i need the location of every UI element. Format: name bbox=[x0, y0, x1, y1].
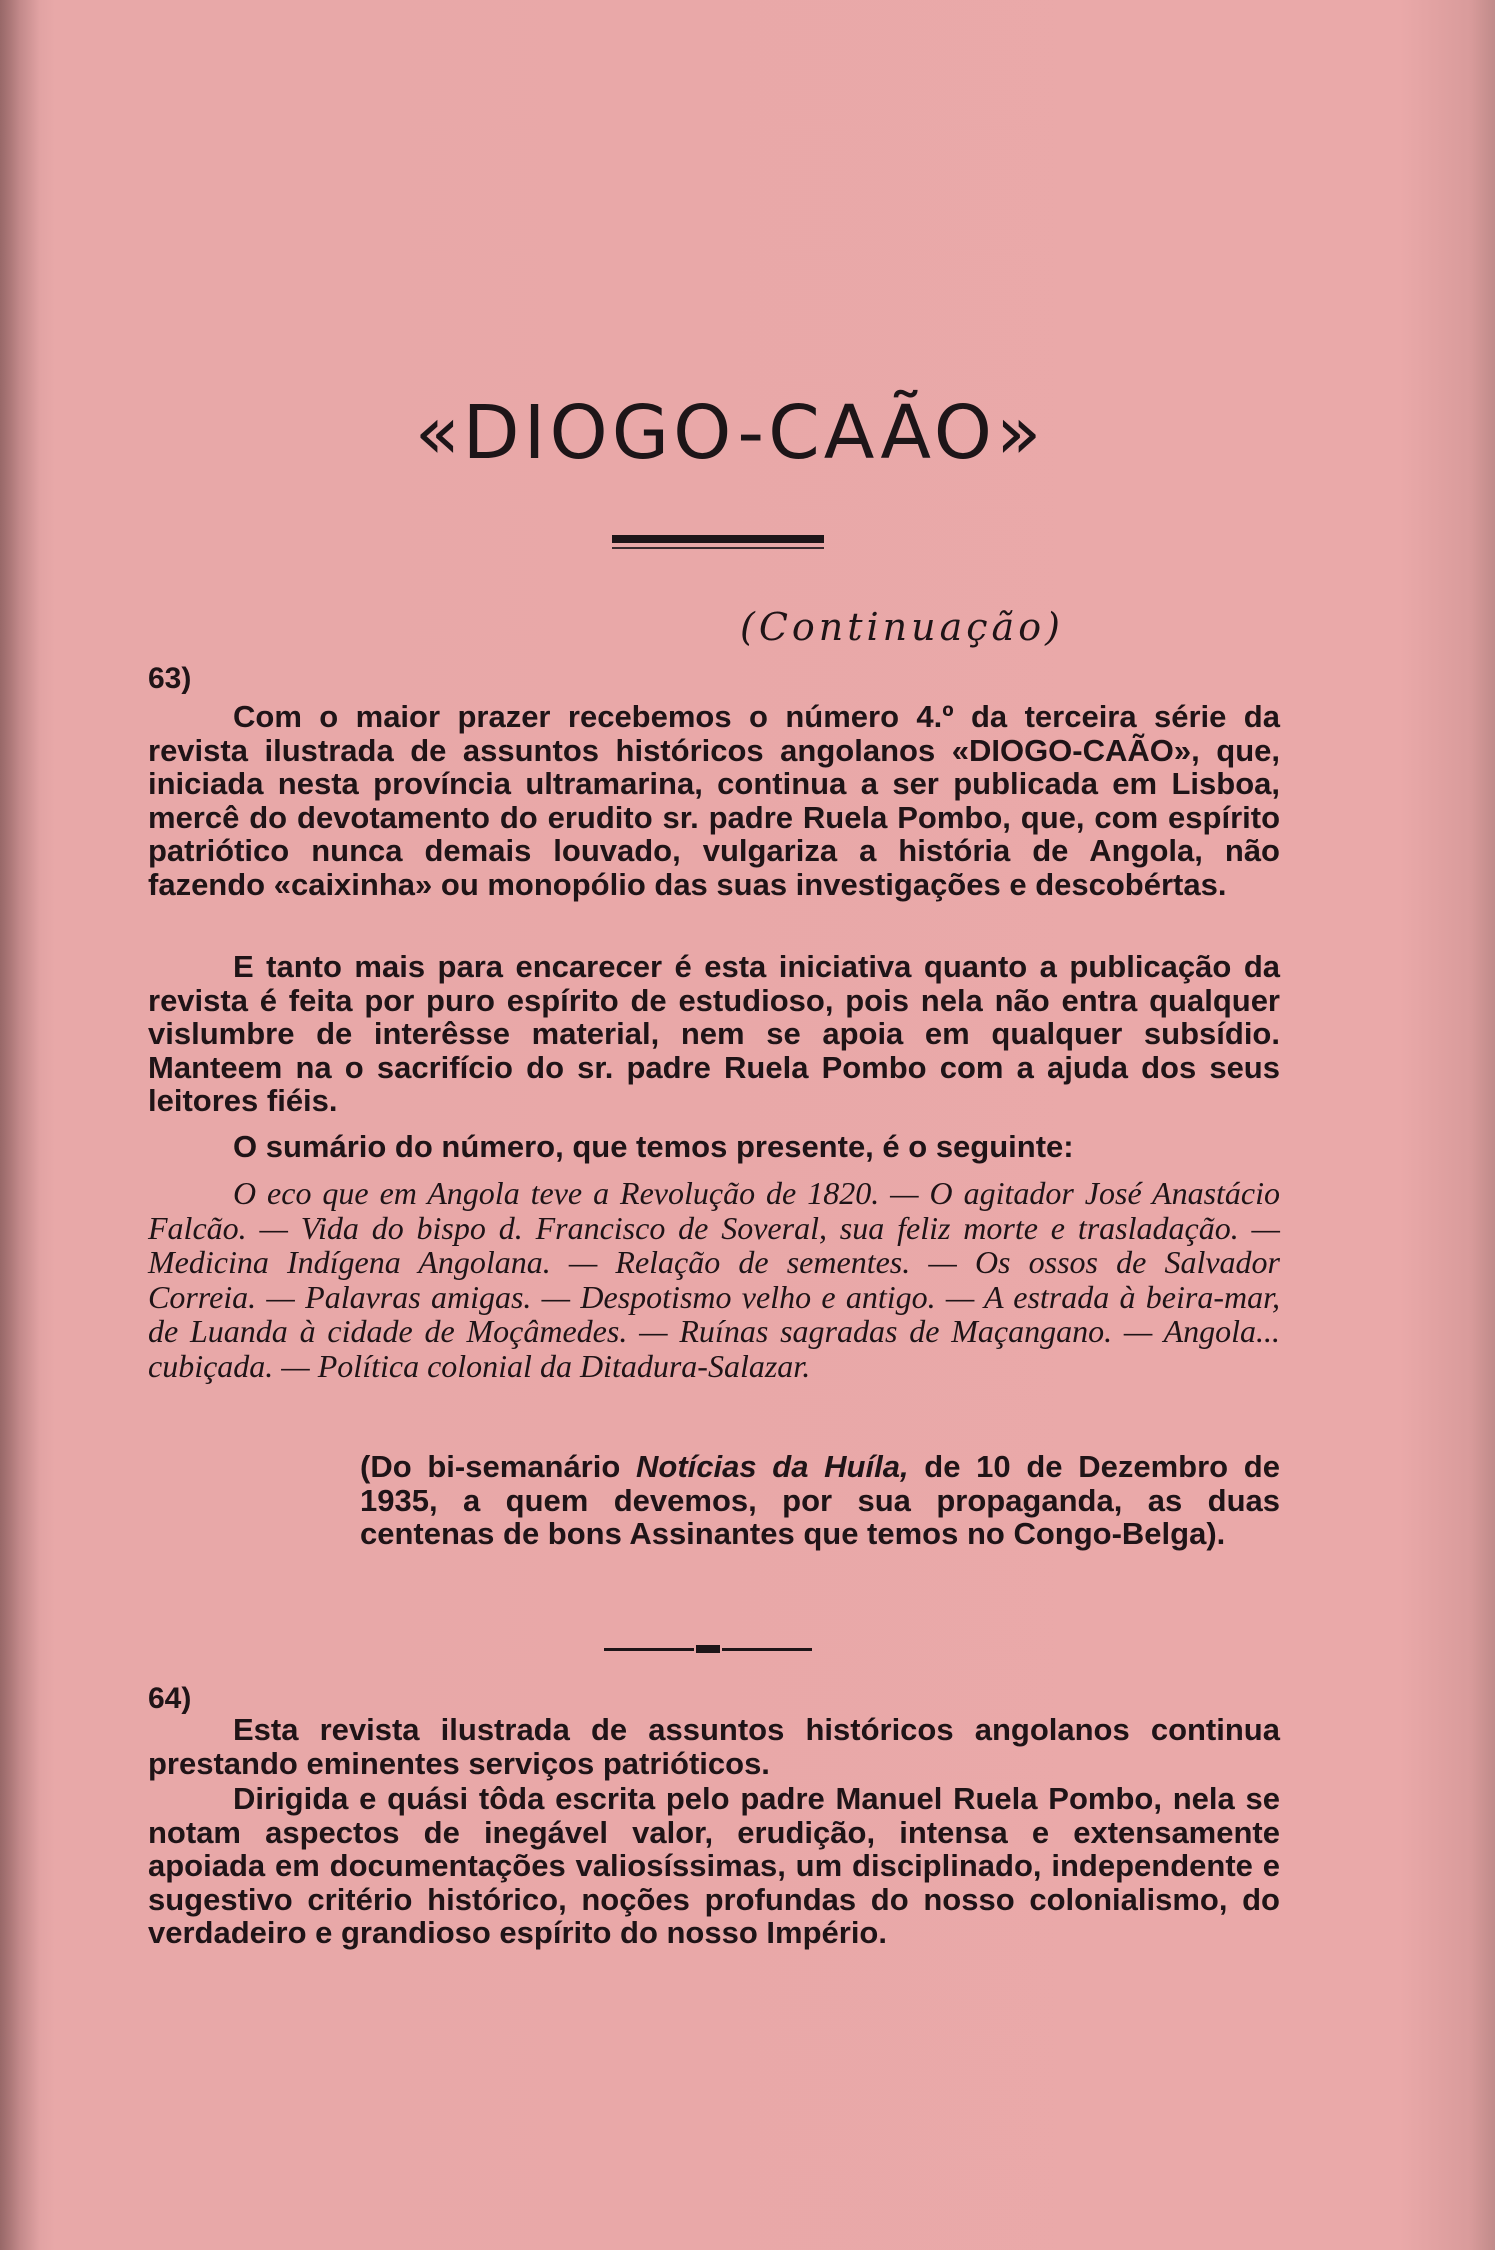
item64-paragraph-2: Dirigida e quási tôda escrita pelo padre Manuel Ruela Pombo, nela se notam aspectos de inegável valor, erudição, intensa e extensamente apoiada em documentações valiosíssimas, um disciplinado, independente e sugestivo critério histórico, noções profundas do nosso colonialismo, do verdadeiro e grandioso espírito do nosso Império. bbox=[148, 1781, 1280, 1950]
item63-summary: O eco que em Angola teve a Revolução de 1820. — O agitador José Anastácio Falcão. — Vida do bispo d. Francisco de Soveral, sua feliz morte e trasladação. — Medicina Indígena Angolana. — Relação de sementes. — Os ossos de Salvador Correia. — Palavras amigas. — Despotismo velho e antigo. — A estrada à beira-mar, de Luanda à cidade de Moçâmedes. — Ruínas sagradas de Maçangano. — Angola... cubiçada. — Política colonial da Ditadura-Salazar. bbox=[148, 1175, 1280, 1384]
separator-right bbox=[722, 1648, 812, 1651]
source-suffix: de 10 de Dezembro de 1935, a quem devemos, por sua propaganda, as duas centenas de bons Assinantes que temos no Congo-Belga). bbox=[360, 1449, 1280, 1551]
item-number-64: 64) bbox=[148, 1682, 192, 1715]
separator-left bbox=[604, 1648, 694, 1651]
spine-shadow bbox=[0, 0, 40, 2250]
item63-paragraph-2: E tanto mais para encarecer é esta iniciativa quanto a publicação da revista é feita por puro espírito de estudioso, pois nela não entra qualquer vislumbre de interêsse material, nem se apoia em qualquer subsídio. Manteem na o sacrifício do sr. padre Ruela Pombo com a ajuda dos seus leitores fiéis. bbox=[148, 949, 1280, 1118]
page-title: «DIOGO-CAÃO» bbox=[414, 390, 1046, 476]
item63-paragraph-1: Com o maior prazer recebemos o número 4.º da terceira série da revista ilustrada de assuntos históricos angolanos «DIOGO-CAÃO», que, iniciada nesta província ultramarina, continua a ser publicada em Lisboa, mercê do devotamento do erudito sr. padre Ruela Pombo, que, com espírito patriótico nunca demais louvado, vulgariza a história de Angola, não fazendo «caixinha» ou monopólio das suas investigações e descobértas. bbox=[148, 699, 1280, 902]
source-newspaper: Notícias da Huíla, bbox=[636, 1449, 909, 1484]
item-number-63: 63) bbox=[148, 662, 192, 695]
title-rule-thick bbox=[612, 535, 824, 543]
continuation-label: (Continuação) bbox=[740, 605, 1064, 649]
separator-center bbox=[696, 1645, 720, 1653]
item63-paragraph-3: O sumário do número, que temos presente, é o seguinte: bbox=[233, 1129, 1074, 1164]
title-rule-thin bbox=[612, 547, 824, 549]
item64-paragraph-1: Esta revista ilustrada de assuntos históricos angolanos continua prestando eminentes serviços patrióticos. bbox=[148, 1712, 1280, 1781]
item63-source bbox=[360, 1450, 1280, 1551]
source-prefix: (Do bi-semanário bbox=[360, 1449, 621, 1484]
